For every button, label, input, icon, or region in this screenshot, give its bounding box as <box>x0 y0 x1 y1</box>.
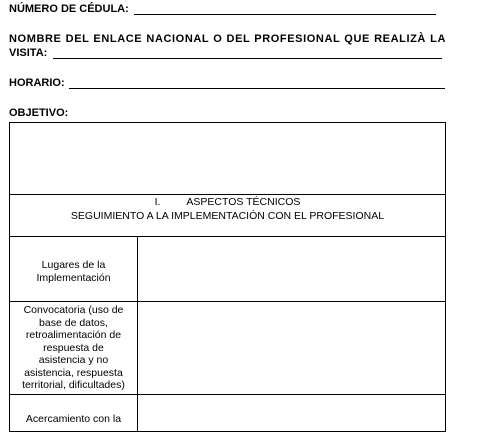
row-value-acercamiento[interactable] <box>138 395 445 420</box>
enlace-label-line1: NOMBRE DEL ENLACE NACIONAL O DEL PROFESIONAL QUE REALIZÀ LA <box>9 33 446 45</box>
section-subtitle: SEGUIMIENTO A LA IMPLEMENTACIÓN CON EL PROFESIONAL <box>70 209 385 222</box>
enlace-underline[interactable] <box>53 58 442 59</box>
objetivo-label: OBJETIVO: <box>9 107 69 119</box>
section-number: I. <box>154 196 161 208</box>
row-label-acercamiento: Acercamiento con la <box>25 413 122 425</box>
horario-label: HORARIO: <box>9 77 65 89</box>
row-label-convocatoria: Convocatoria (uso de base de datos, retroalimentación de respuesta de asistencia y no asistencia, respuesta territorial, dificultades) <box>22 304 125 391</box>
objetivo-text-area[interactable] <box>10 123 445 194</box>
section-title: ASPECTOS TÉCNICOS <box>186 196 301 208</box>
horario-underline[interactable] <box>69 88 445 89</box>
section-title-line <box>9 196 446 209</box>
section-header <box>9 196 446 222</box>
table-divider-objetivo <box>9 194 446 195</box>
row-value-convocatoria[interactable] <box>138 302 445 394</box>
cedula-underline[interactable] <box>134 14 436 15</box>
enlace-label-line2: VISITA: <box>9 47 48 59</box>
cedula-label: NÚMERO DE CÉDULA: <box>9 3 129 15</box>
row-label-lugares: Lugares de la Implementación <box>36 259 111 284</box>
row-value-lugares[interactable] <box>138 237 445 301</box>
